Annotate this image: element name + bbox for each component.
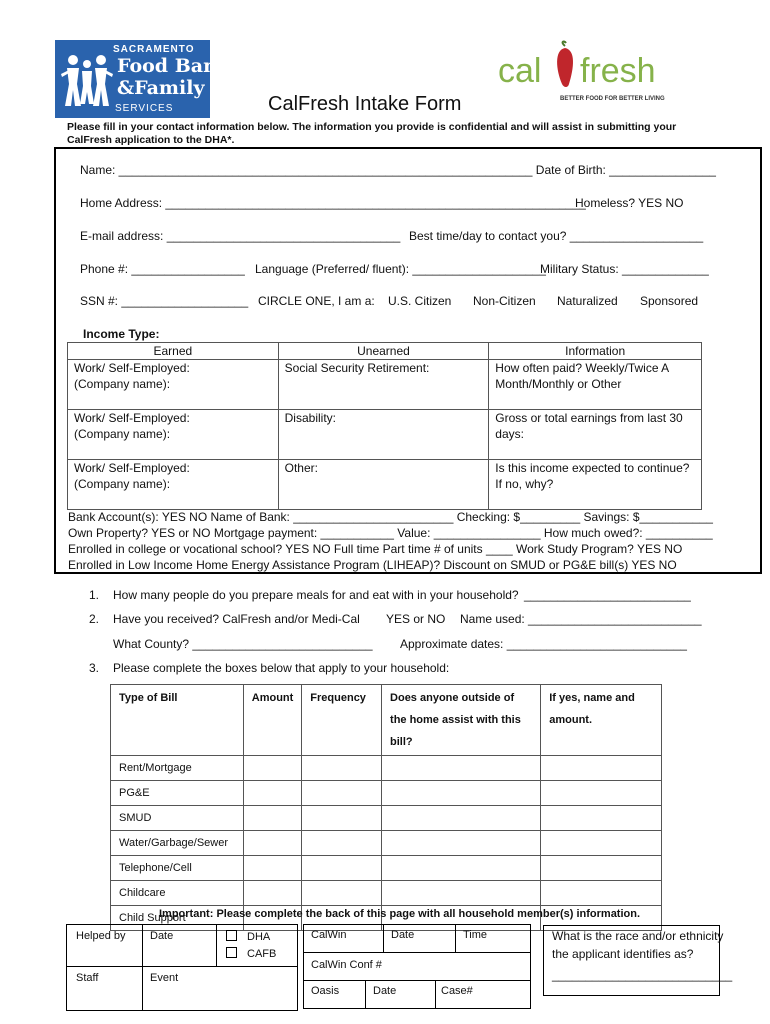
bill-frequency-cell[interactable] [302,756,382,781]
logo-text-family: &Family [117,77,205,99]
race-question-line1: What is the race and/or ethnicity [552,929,724,943]
event-label: Event [150,972,179,984]
military-status-field[interactable]: Military Status: _____________ [540,262,709,276]
income-cell-earned[interactable]: Work/ Self-Employed: (Company name): [68,460,279,510]
oasis-date-label: Date [373,985,397,997]
liheap-line[interactable]: Enrolled in Low Income Home Energy Assistance Program (LIHEAP)? Discount on SMUD or PG&E bill(s) YES NO [68,558,677,572]
bill-amount-cell[interactable] [243,806,302,831]
bills-header-row [111,685,662,756]
name-used-field[interactable]: Name used: __________________________ [460,612,702,626]
enrolled-school-line[interactable]: Enrolled in college or vocational school? YES NO Full time Part time # of units ____ Work Study Program? YES NO [68,542,683,556]
bill-type: Telephone/Cell [111,856,244,881]
calwin-conf-label: CalWin Conf # [311,959,382,971]
approximate-dates-field[interactable]: Approximate dates: ___________________________ [400,637,687,651]
income-header-row [68,343,702,360]
bill-name-amount-cell[interactable] [541,831,662,856]
citizenship-prompt: CIRCLE ONE, I am a: [258,294,375,308]
bills-header-frequency: Frequency [302,685,382,756]
income-table [67,342,702,510]
bill-type: Water/Garbage/Sewer [111,831,244,856]
bill-frequency-cell[interactable] [302,781,382,806]
calfresh-logo [498,40,665,106]
bills-header-type: Type of Bill [111,685,244,756]
calwin-label: CalWin [311,929,347,941]
page-title: CalFresh Intake Form [268,93,462,115]
income-cell-information[interactable]: Is this income expected to continue? If no, why? [489,460,702,510]
bill-amount-cell[interactable] [243,831,302,856]
income-type-label: Income Type: [83,327,160,341]
bill-row [111,856,662,881]
bill-name-amount-cell[interactable] [541,881,662,906]
bill-row [111,806,662,831]
bill-row [111,881,662,906]
bill-amount-cell[interactable] [243,856,302,881]
bill-assist-cell[interactable] [382,781,541,806]
bill-amount-cell[interactable] [243,756,302,781]
question-1-answer[interactable]: _________________________ [524,588,691,602]
bill-frequency-cell[interactable] [302,831,382,856]
bill-frequency-cell[interactable] [302,856,382,881]
bill-assist-cell[interactable] [382,881,541,906]
intro-text: Please fill in your contact information below. The information you provide is confidential and will assist in submitting your CalFresh application to the DHA*. [67,121,677,146]
helped-by-label: Helped by [76,930,126,942]
bill-type: PG&E [111,781,244,806]
income-cell-earned[interactable]: Work/ Self-Employed: (Company name): [68,360,279,410]
bank-account-line[interactable]: Bank Account(s): YES NO Name of Bank: ________________________ Checking: $_________ Savings: $___________ [68,510,713,524]
bill-row [111,756,662,781]
income-cell-earned[interactable]: Work/ Self-Employed: (Company name): [68,410,279,460]
bill-assist-cell[interactable] [382,831,541,856]
question-3-number: 3. [89,661,100,675]
bill-amount-cell[interactable] [243,881,302,906]
option-sponsored[interactable]: Sponsored [640,294,699,308]
bill-name-amount-cell[interactable] [541,806,662,831]
logo-text-sacramento: SACRAMENTO [113,44,195,55]
bill-row [111,831,662,856]
bill-type: SMUD [111,806,244,831]
office-date-label: Date [150,930,174,942]
option-us-citizen[interactable]: U.S. Citizen [388,294,452,308]
language-field[interactable]: Language (Preferred/ fluent): ____________________ [255,262,546,276]
calwin-time-label: Time [463,929,488,941]
bill-name-amount-cell[interactable] [541,781,662,806]
bill-assist-cell[interactable] [382,806,541,831]
home-address-field[interactable]: Home Address: _______________________________________________________________ [80,196,586,210]
bill-amount-cell[interactable] [243,781,302,806]
income-cell-unearned[interactable]: Disability: [278,410,489,460]
bill-row [111,781,662,806]
bill-frequency-cell[interactable] [302,806,382,831]
homeless-field[interactable]: Homeless? YES NO [575,196,684,210]
question-2-number: 2. [89,612,100,626]
bills-header-outside-assist: Does anyone outside of the home assist with this bill? [382,685,541,756]
dha-label: DHA [247,931,271,943]
important-notice: Important: Please complete the back of this page with all household member(s) information. [159,908,641,920]
bills-header-name-amount: If yes, name and amount. [541,685,662,756]
income-row [68,410,702,460]
oasis-label: Oasis [311,985,340,997]
income-cell-unearned[interactable]: Social Security Retirement: [278,360,489,410]
income-header-unearned: Unearned [278,343,489,360]
bill-type: Child Support [111,906,244,931]
income-header-earned: Earned [68,343,279,360]
staff-label: Staff [76,972,99,984]
bill-frequency-cell[interactable] [302,881,382,906]
phone-field[interactable]: Phone #: _________________ [80,262,245,276]
logo-text-services: SERVICES [115,103,174,114]
income-cell-information[interactable]: Gross or total earnings from last 30 days: [489,410,702,460]
name-dob-field[interactable]: Name: ______________________________________________________________ Date of Birth: ________________ [80,163,716,177]
logo-tagline: BETTER FOOD FOR BETTER LIVING [560,96,665,102]
option-naturalized[interactable]: Naturalized [557,294,618,308]
question-2-text: Have you received? CalFresh and/or Medi-Cal [113,612,360,626]
logo-text-cal: cal [498,52,542,90]
family-figures-icon [59,50,117,110]
email-field[interactable]: E-mail address: ___________________________________ [80,229,401,243]
pepper-icon [550,40,580,90]
dha-checkbox-row[interactable] [226,930,270,943]
ssn-field[interactable]: SSN #: ___________________ [80,294,249,308]
best-time-field[interactable]: Best time/day to contact you? ____________________ [409,229,704,243]
bill-name-amount-cell[interactable] [541,856,662,881]
bill-assist-cell[interactable] [382,756,541,781]
income-row [68,360,702,410]
question-2-yes-no[interactable]: YES or NO [386,612,446,626]
cafb-label: CAFB [247,948,277,960]
bill-name-amount-cell[interactable] [541,756,662,781]
county-field[interactable]: What County? ___________________________ [113,637,373,651]
cafb-checkbox-row[interactable] [226,947,276,960]
bills-table [110,684,662,931]
case-number-label: Case# [441,985,473,997]
race-answer-field[interactable]: ___________________________ [552,968,733,982]
question-1-text: How many people do you prepare meals for and eat with in your household? [113,588,519,602]
property-line[interactable]: Own Property? YES or NO Mortgage payment: ___________ Value: ________________ How much owed?: __________ [68,526,713,540]
income-cell-unearned[interactable]: Other: [278,460,489,510]
bill-type: Rent/Mortgage [111,756,244,781]
bill-type: Childcare [111,881,244,906]
sacramento-food-bank-logo [55,40,231,118]
bills-header-amount: Amount [243,685,302,756]
income-header-information: Information [489,343,702,360]
bill-assist-cell[interactable] [382,856,541,881]
logo-text-food-bank: Food Bank [117,55,231,77]
question-3-text: Please complete the boxes below that apply to your household: [113,661,450,675]
income-cell-information[interactable]: How often paid? Weekly/Twice A Month/Monthly or Other [489,360,702,410]
calwin-date-label: Date [391,929,415,941]
cafb-checkbox[interactable] [226,947,237,958]
option-non-citizen[interactable]: Non-Citizen [473,294,536,308]
race-question-line2: the applicant identifies as? [552,947,694,961]
income-row [68,460,702,510]
logo-text-fresh: fresh [580,52,656,90]
question-1-number: 1. [89,588,100,602]
dha-checkbox[interactable] [226,930,237,941]
